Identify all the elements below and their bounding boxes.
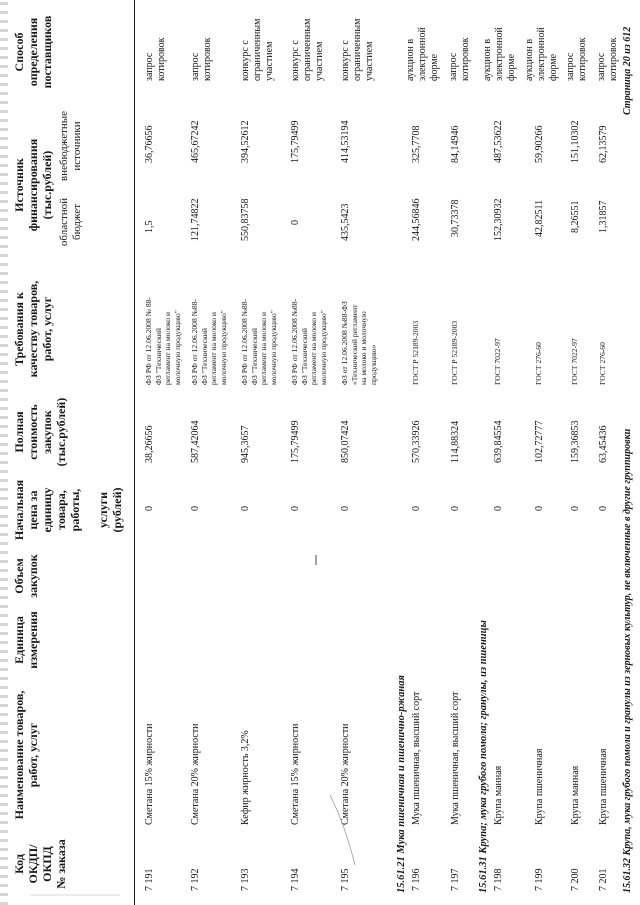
header-code: Код ОКДП/ ОКПД № заказа xyxy=(12,839,68,889)
row-name: Крупа пшеничная xyxy=(534,748,545,825)
header-funding: Источник финансирования (тыс.рублей) xyxy=(12,138,54,232)
row-name: Крупа манная xyxy=(570,765,581,825)
group-heading: 15.61.21 Мука пшеничная и пшенично-ржаная xyxy=(396,675,407,893)
row-requirements: ГОСТ Р 52189-2003 xyxy=(450,320,459,385)
row-name: Мука пшеничная, высший сорт xyxy=(411,691,422,825)
row-other: 151,10302 xyxy=(570,120,581,163)
row-name: Сметана 15% жирности xyxy=(290,723,301,825)
row-name: Сметана 20% жирности xyxy=(340,723,351,825)
row-other: 325,7708 xyxy=(411,125,422,163)
row-name: Крупа манная xyxy=(493,765,504,825)
row-code: 7 194 xyxy=(290,868,301,891)
row-total: 587,42064 xyxy=(190,420,201,463)
row-method: запрос котировок xyxy=(448,37,471,81)
row-price: 0 xyxy=(493,506,504,511)
row-method: аукцион в электронной форме xyxy=(524,27,559,81)
row-requirements: ФЗ РФ от 12.06.2008 №88- ФЗ "Технический регламент на молоко и молочную продукцию" xyxy=(240,298,278,385)
row-code: 7 199 xyxy=(534,868,545,891)
row-requirements: ГОСТ 276-60 xyxy=(598,342,607,385)
row-code: 7 196 xyxy=(411,868,422,891)
row-other: 59,90266 xyxy=(534,125,545,163)
row-method: конкурс с ограниченным участием xyxy=(290,18,325,81)
row-other: 36,76656 xyxy=(144,125,155,163)
row-code: 7 198 xyxy=(493,868,504,891)
row-requirements: ГОСТ Р 52189-2003 xyxy=(411,320,420,385)
row-method: запрос котировок xyxy=(190,37,213,81)
row-name: Мука пшеничная, высший сорт xyxy=(450,691,461,825)
header-funding-regional: областной бюджет xyxy=(58,197,83,247)
row-total: 63,45436 xyxy=(598,425,609,463)
header-requirements: Требования к качеству товаров, работ, услуг xyxy=(12,280,54,378)
row-total: 850,07424 xyxy=(340,420,351,463)
row-other: 414,53194 xyxy=(340,120,351,163)
row-requirements: ФЗ РФ от 12.06.2008 № 88- ФЗ "Технический регламент на молоко и молочную продукцию" xyxy=(144,297,182,385)
header-name: Наименование товаров, работ, услуг xyxy=(12,690,40,820)
group-note-footer: 15.61.32 Крупа, мука грубого помола и гранулы из зерновых культур, не включенные в другие группировки xyxy=(622,428,633,893)
row-regional: 42,82511 xyxy=(534,199,545,237)
row-price: 0 xyxy=(144,506,155,511)
row-requirements: ГОСТ 7022-97 xyxy=(570,338,579,385)
row-name: Крупа пшеничная xyxy=(598,748,609,825)
row-method: конкурс с ограниченным участием xyxy=(240,18,275,81)
row-requirements: ФЗ РФ от 12.06.2008 №88- ФЗ "Технический регламент на молоко и молочную продукцию" xyxy=(290,298,328,385)
row-regional: 121,74822 xyxy=(190,198,201,241)
row-price: 0 xyxy=(534,506,545,511)
row-other: 487,53622 xyxy=(493,120,504,163)
header-method: Способ определения поставщиков xyxy=(12,15,54,89)
row-regional: 550,83758 xyxy=(240,198,251,241)
group-heading: 15.61.31 Крупа; мука грубого помола; гранулы, из пшеницы xyxy=(478,620,489,893)
row-requirements: ГОСТ 276-60 xyxy=(534,342,543,385)
row-total: 102,72777 xyxy=(534,420,545,463)
row-regional: 1,31857 xyxy=(598,200,609,233)
row-other: 465,67242 xyxy=(190,120,201,163)
row-code: 7 201 xyxy=(598,868,609,891)
row-price: 0 xyxy=(570,506,581,511)
row-regional: 1,5 xyxy=(144,220,155,233)
row-price: 0 xyxy=(240,506,251,511)
row-other: 394,52612 xyxy=(240,120,251,163)
row-other: 175,79499 xyxy=(290,120,301,163)
row-total: 38,26656 xyxy=(144,425,155,463)
row-method: запрос котировок xyxy=(144,37,167,81)
row-code: 7 200 xyxy=(570,868,581,891)
row-total: 175,79499 xyxy=(290,420,301,463)
row-requirements: ФЗ РФ от 12.06.2008 №88- ФЗ "Технический регламент на молоко и молочную продукцию" xyxy=(190,298,228,385)
row-total: 114,88324 xyxy=(450,420,461,463)
row-method: аукцион в электронной форме xyxy=(405,27,440,81)
row-requirements: ФЗ от 12.06.2008 №88-ФЗ «Технический регламент на молоко и молочную продукцию» xyxy=(340,301,378,385)
row-name: Сметана 20% жирности xyxy=(190,723,201,825)
row-total: 159,36853 xyxy=(570,420,581,463)
row-requirements: ГОСТ 7022-97 xyxy=(493,338,502,385)
scan-mark-curve xyxy=(330,795,355,865)
row-total: 570,33926 xyxy=(411,420,422,463)
row-regional: 435,5423 xyxy=(340,203,351,241)
header-funding-other: внебюджетные источники xyxy=(58,110,83,182)
row-code: 7 195 xyxy=(340,868,351,891)
header-volume: Объем закупок xyxy=(12,554,40,598)
row-price: 0 xyxy=(190,506,201,511)
header-unit-price: Начальная цена за единицу товара, работы, услуги (рублей) xyxy=(12,479,124,541)
row-code: 7 191 xyxy=(144,868,155,891)
row-regional: 0 xyxy=(290,220,301,225)
row-method: запрос котировок xyxy=(565,37,588,81)
row-price: 0 xyxy=(411,506,422,511)
row-price: 0 xyxy=(450,506,461,511)
row-regional: 244,56846 xyxy=(411,198,422,241)
page-number: Страница 20 из 612 xyxy=(622,26,633,115)
row-price: 0 xyxy=(340,506,351,511)
row-name: Сметана 15% жирности xyxy=(144,723,155,825)
row-regional: 8,26551 xyxy=(570,200,581,233)
row-code: 7 193 xyxy=(240,868,251,891)
header-unit: Единица измерения xyxy=(12,611,40,669)
row-price: 0 xyxy=(598,506,609,511)
row-price: 0 xyxy=(290,506,301,511)
row-method: аукцион в электронной форме xyxy=(482,27,517,81)
row-method: запрос котировок xyxy=(596,37,619,81)
row-method: конкурс с ограниченным участием xyxy=(340,18,375,81)
header-total-cost: Полная стоимость закупок (тыс.рублей) xyxy=(12,397,68,467)
row-name: Кефир жирность 3,2% xyxy=(240,730,251,825)
row-total: 639,84554 xyxy=(493,420,504,463)
row-other: 62,13579 xyxy=(598,125,609,163)
row-code: 7 192 xyxy=(190,868,201,891)
row-other: 84,14946 xyxy=(450,125,461,163)
row-code: 7 197 xyxy=(450,868,461,891)
row-total: 945,3657 xyxy=(240,425,251,463)
row-regional: 152,30932 xyxy=(493,198,504,241)
row-regional: 30,73378 xyxy=(450,199,461,237)
